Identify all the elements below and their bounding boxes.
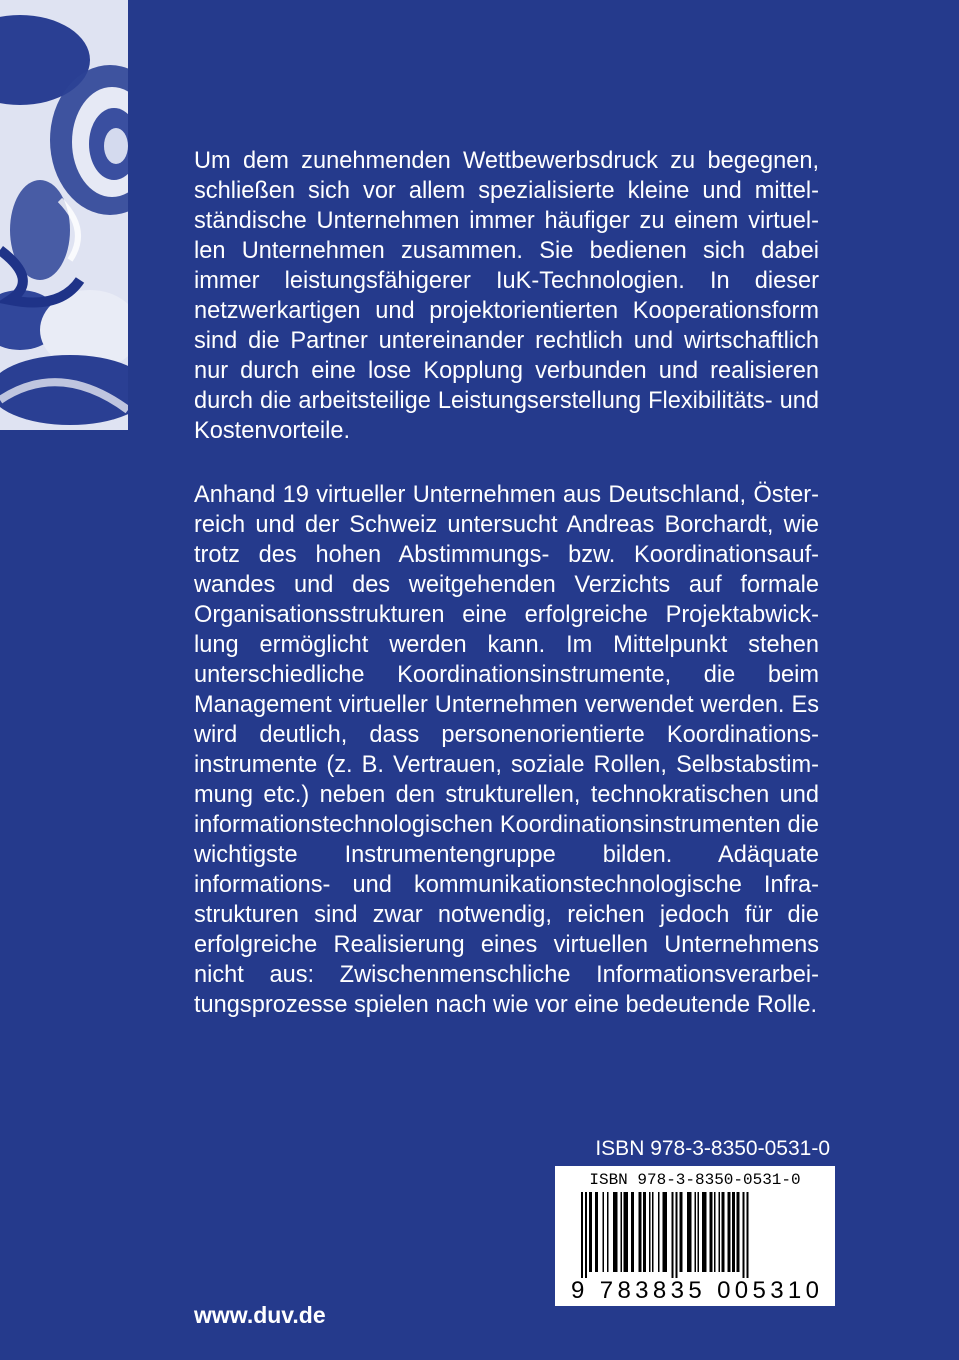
barcode-bar [589, 1192, 592, 1272]
barcode-bar [663, 1192, 668, 1272]
barcode-bar [687, 1192, 692, 1272]
barcode-bar [672, 1192, 674, 1278]
barcode-bar [639, 1192, 642, 1272]
isbn-label: ISBN 978-3-8350-0531-0 [595, 1137, 830, 1160]
barcode-bar [722, 1192, 725, 1272]
barcode-bar [658, 1192, 660, 1272]
barcode-bar [581, 1192, 583, 1278]
barcode-bar [643, 1192, 646, 1272]
description-paragraph-1: Um dem zunehmenden Wettbewerbsdruck zu begegnen, schließen sich vor allem spezialisierte kleine und mittelständische Unternehmen immer häufiger zu einem virtuellen Unternehmen zusammen. Sie bedienen sich dabei immer leistungsfähigerer IuK-Technologien. In dieser netzwerkartigen und projektorientierten Kooperationsform sind die Partner untereinander rechtlich und wirtschaftlich nur durch eine lose Kopplung verbunden und realisieren durch die arbeitsteilige Leistungserstellung Flexibilitäts- und Kostenvorteile. [194, 148, 819, 444]
barcode-bar [743, 1192, 745, 1278]
barcode-bar [603, 1192, 605, 1272]
barcode-bar [702, 1192, 707, 1272]
barcode-bar [714, 1192, 716, 1272]
barcode-bars [581, 1192, 749, 1278]
barcode-bar [652, 1192, 654, 1272]
photo-graphic [0, 0, 128, 430]
barcode-bar [585, 1192, 587, 1278]
barcode-bar [595, 1192, 598, 1272]
barcode-bar [680, 1192, 683, 1272]
barcode-bar [747, 1192, 749, 1278]
barcode-bar [613, 1192, 618, 1272]
publisher-website: www.duv.de [194, 1302, 326, 1328]
barcode-graphic [555, 1166, 835, 1306]
isbn-barcode [555, 1166, 835, 1306]
barcode-bar [624, 1192, 629, 1272]
barcode-bar [719, 1192, 721, 1272]
barcode-digits: 9 783835 005310 [571, 1277, 819, 1304]
barcode-bar [695, 1192, 697, 1272]
barcode-top-text: ISBN 978-3-8350-0531-0 [589, 1171, 801, 1189]
barcode-bar [732, 1192, 735, 1272]
barcode-bar [649, 1192, 651, 1272]
barcode-bar [710, 1192, 713, 1272]
barcode-bar [737, 1192, 740, 1272]
description-paragraph-2: Anhand 19 virtueller Unternehmen aus Deutschland, Österreich und der Schweiz untersucht Andreas Borchardt, wie trotz des hohen Abstimmungs- bzw. Koordinationsaufwandes und des weitgehenden Verzichts auf formale Organisationsstrukturen eine erfolgreiche Projektabwicklung ermöglicht werden kann. Im Mittelpunkt stehen unterschiedliche Koordinationsinstrumente, die beim Management virtueller Unternehmen verwendet werden. Es wird deutlich, dass personenorientierte Koordinationsinstrumente (z. B. Vertrauen, soziale Rollen, Selbstabstimmung etc.) neben den strukturellen, technokratischen und informationstechnologischen Koordinationsinstrumenten die wichtigste Instrumentengruppe bilden. Adäquate informations- und kommunikationstechnologische Infrastrukturen sind zwar notwendig, reichen jedoch für die erfolgreiche Realisierung eines virtuellen Unternehmens nicht aus: Zwischenmenschliche Informationsverarbeitungsprozesse spielen nach wie vor eine bedeutende Rolle. [194, 482, 819, 1018]
barcode-bar [698, 1192, 700, 1272]
barcode-bar [631, 1192, 634, 1272]
barcode-bar [621, 1192, 623, 1272]
barcode-bar [676, 1192, 678, 1278]
barcode-bar [607, 1192, 609, 1272]
cover-photo-detail [0, 0, 128, 430]
barcode-bar [728, 1192, 731, 1272]
